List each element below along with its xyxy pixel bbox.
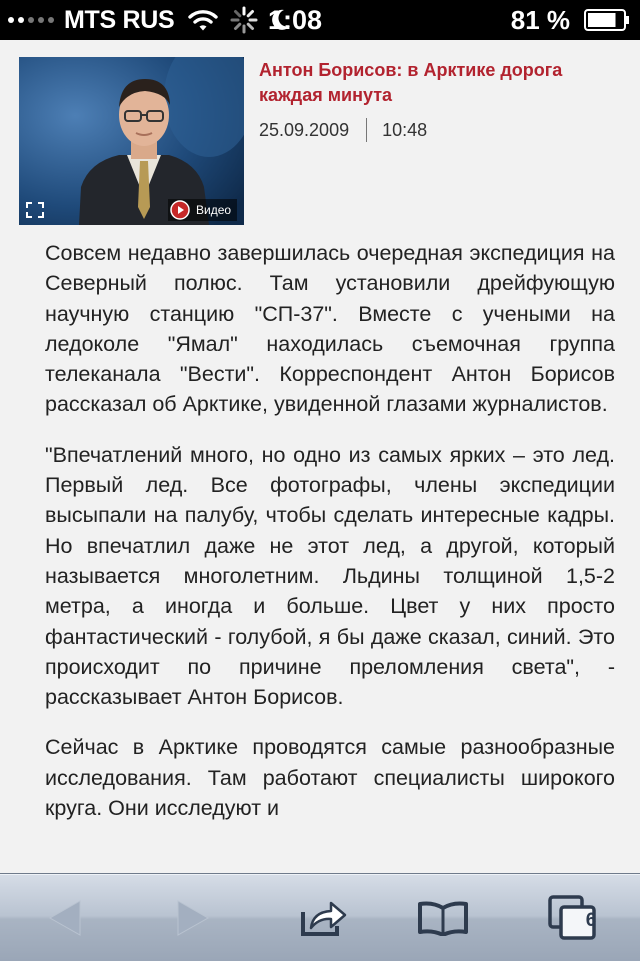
forward-button[interactable] bbox=[153, 874, 233, 961]
article-paragraph: Сейчас в Арктике проводятся самые разнообразные исследования. Там работают специалисты широкого круга. Они исследуют и bbox=[45, 735, 615, 821]
wifi-icon bbox=[188, 8, 218, 32]
tabs-button[interactable] bbox=[533, 874, 613, 961]
play-icon bbox=[170, 200, 190, 220]
video-thumbnail[interactable] bbox=[19, 57, 244, 225]
share-icon bbox=[299, 898, 349, 938]
carrier-name: MTS RUS bbox=[64, 6, 175, 34]
back-arrow-icon bbox=[48, 899, 82, 937]
battery-percent: 81 % bbox=[510, 5, 570, 35]
fullscreen-expand-icon[interactable] bbox=[25, 201, 45, 219]
article-paragraph: "Впечатлений много, но одно из самых ярких – это лед. Первый лед. Все фотографы, члены экспедиции высыпали на палубу, чтобы сделать интересные кадры. Но впечатлил даже не этот лед, а другой, который называется многолетним. Льдины толщиной 1,5-2 метра, а иногда и больше. Цвет у них просто фантастический - голубой, я бы даже сказал, синий. Это происходит по причине преломления света", - рассказывает Антон Борисов. bbox=[45, 442, 615, 710]
bookmarks-book-icon bbox=[417, 900, 469, 936]
signal-strength-icon bbox=[8, 17, 54, 23]
article-time: 10:48 bbox=[382, 119, 428, 140]
article-body bbox=[45, 238, 615, 823]
bookmarks-button[interactable] bbox=[403, 874, 483, 961]
back-button[interactable] bbox=[25, 874, 105, 961]
status-bar-time: 1:08 bbox=[268, 5, 323, 35]
date-time-divider bbox=[366, 118, 367, 142]
forward-arrow-icon bbox=[176, 899, 210, 937]
battery-icon bbox=[584, 9, 630, 31]
video-badge[interactable] bbox=[168, 199, 237, 221]
video-badge-label: Видео bbox=[196, 203, 232, 217]
article-dateline bbox=[259, 118, 427, 142]
status-bar-right bbox=[511, 0, 630, 40]
share-button[interactable] bbox=[284, 874, 364, 961]
status-bar bbox=[0, 0, 640, 40]
activity-spinner-icon bbox=[230, 6, 258, 34]
tabs-count: 6 bbox=[585, 910, 597, 931]
status-bar-left bbox=[8, 0, 300, 40]
browser-toolbar bbox=[0, 873, 640, 961]
article-date: 25.09.2009 bbox=[259, 119, 350, 140]
article-paragraph: Совсем недавно завершилась очередная экспедиция на Северный полюс. Там установили дрейфующую научную станцию "СП-37". Вместе с учеными на ледоколе "Ямал" находилась съемочная группа телеканала "Вести". Корреспондент Антон Борисов рассказал об Арктике, увиденной глазами журналистов. bbox=[45, 241, 615, 417]
article-headline[interactable]: Антон Борисов: в Арктике дорога каждая минута bbox=[259, 60, 563, 105]
